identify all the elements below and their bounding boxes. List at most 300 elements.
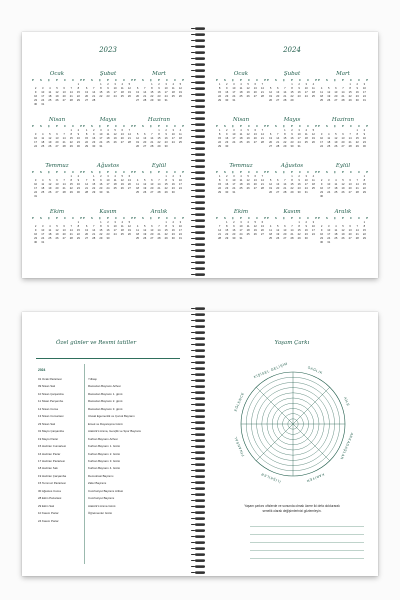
day-cell: 4 — [114, 175, 116, 178]
day-cell: 17 — [113, 229, 117, 233]
weekday-label: S — [39, 171, 42, 174]
weekday-label: Ç — [149, 79, 152, 82]
day-cell: 24 — [113, 233, 117, 237]
list-item: 15 Haziran Cumartesi — [38, 444, 66, 449]
day-cell: 4 — [136, 225, 139, 229]
day-cell: 26 — [127, 95, 131, 99]
day-cell: 4 — [247, 221, 249, 224]
day-cell: 13 — [62, 229, 66, 233]
day-cell: 11 — [120, 87, 124, 91]
day-cell: 8 — [291, 87, 293, 91]
day-cell: 2 — [107, 221, 109, 224]
weekday-label: P — [80, 79, 82, 82]
weekday-label: P — [80, 171, 82, 174]
day-cell: 18 — [178, 137, 182, 141]
day-cell: 9 — [107, 225, 109, 229]
wheel-label: KİŞİSEL GELİŞİM — [253, 361, 289, 380]
day-cell: 26 — [143, 237, 147, 241]
day-cell: 29 — [362, 191, 366, 195]
weekday-label: C — [63, 79, 66, 82]
list-item: 29 Ekim Salı — [38, 503, 55, 508]
day-cell: 15 — [99, 91, 103, 95]
weekday-label: C — [247, 171, 250, 174]
day-cell: 17 — [327, 233, 331, 237]
day-cell: 21 — [92, 233, 96, 237]
day-cell: 13 — [143, 137, 147, 141]
weekday-label: P — [315, 125, 317, 128]
day-cell: 19 — [341, 187, 345, 191]
day-cell: 5 — [114, 129, 116, 132]
day-cell: 6 — [128, 175, 131, 178]
month-name: Şubat — [283, 71, 301, 77]
list-item: 16 Haziran Pazar — [38, 451, 61, 456]
weekday-label: P — [131, 171, 133, 174]
month-name: Kasım — [99, 209, 117, 215]
day-cell: 21 — [127, 137, 131, 141]
weekday-label: C — [72, 171, 75, 174]
day-cell: 23 — [76, 141, 80, 145]
weekday-label: P — [267, 125, 269, 128]
day-cell: 2 — [225, 129, 228, 132]
day-grid — [216, 129, 266, 149]
month-name: Temmuz — [45, 163, 69, 169]
day-cell: 20 — [136, 95, 140, 99]
day-cell: 11 — [136, 183, 139, 187]
month-4 — [216, 116, 266, 149]
day-cell: 28 — [62, 191, 66, 195]
day-cell: 26 — [55, 237, 59, 241]
day-cell: 7 — [261, 83, 264, 86]
list-item: 01 Mayıs Çarşamba — [38, 429, 64, 434]
day-cell: 25 — [311, 95, 315, 99]
day-cell: 28 — [92, 99, 96, 103]
spiral-ring — [194, 272, 206, 278]
day-cell: 13 — [269, 137, 273, 141]
day-cell: 5 — [128, 221, 131, 224]
day-cell: 9 — [172, 179, 175, 183]
day-cell: 23 — [171, 187, 175, 191]
day-cell: 30 — [106, 237, 110, 241]
weekday-label: S — [223, 79, 226, 82]
weekday-label: C — [256, 125, 259, 128]
day-cell: 17 — [106, 183, 110, 187]
day-cell: 21 — [69, 233, 73, 237]
day-cell: 13 — [276, 91, 280, 95]
day-cell: 29 — [157, 145, 161, 149]
day-cell: 22 — [290, 187, 294, 191]
day-cell: 19 — [143, 233, 147, 237]
day-cell: 28 — [157, 191, 161, 195]
day-cell: 23 — [99, 187, 103, 191]
day-cell: 30 — [297, 191, 301, 195]
weekday-label: Ç — [231, 171, 234, 174]
list-item: Cumhuriyet Bayramı Arifesi — [88, 488, 124, 493]
special-days-year: 2024 — [38, 368, 46, 372]
day-cell: 25 — [171, 95, 175, 99]
weekday-label: Ç — [47, 171, 50, 174]
day-cell: 24 — [232, 141, 236, 145]
day-cell: 4 — [49, 87, 51, 91]
day-cell: 28 — [260, 95, 264, 99]
day-cell: 24 — [327, 237, 331, 241]
weekday-label: Ç — [47, 125, 50, 128]
list-item: Kurban Bayramı 1. Günü — [88, 444, 120, 449]
day-cell: 12 — [143, 183, 147, 187]
day-cell: 18 — [327, 141, 331, 145]
day-cell: 29 — [290, 191, 294, 195]
day-grid — [267, 175, 317, 195]
weekday-label: Ç — [149, 125, 152, 128]
day-cell: 8 — [158, 133, 160, 137]
month-3 — [318, 70, 368, 103]
weekday-label: S — [141, 125, 144, 128]
day-cell: 11 — [334, 229, 338, 233]
day-cell: 9 — [298, 87, 300, 91]
day-cell: 12 — [334, 137, 338, 141]
day-cell: 25 — [334, 191, 338, 195]
weekday-label: S — [223, 171, 226, 174]
caption-line-1: Yaşam çarkını ofislerde ve sonunda olmak üzere iki defa doldurarak — [244, 504, 340, 508]
list-item: Atatürk'ü Anma Günü — [88, 503, 116, 508]
day-cell: 27 — [260, 233, 264, 237]
weekday-label: C — [114, 171, 117, 174]
day-cell: 10 — [304, 179, 308, 183]
day-cell: 30 — [99, 191, 103, 195]
day-cell: 23 — [106, 233, 110, 237]
day-cell: 9 — [291, 133, 293, 137]
day-cell: 9 — [107, 87, 109, 91]
list-item: Ramazan Bayramı Arifesi — [88, 384, 121, 389]
day-cell: 20 — [150, 187, 154, 191]
month-name: Eylül — [151, 163, 167, 169]
day-cell: 2 — [34, 225, 37, 229]
day-cell: 9 — [77, 179, 80, 183]
weekday-label: P — [158, 79, 160, 82]
weekday-label: C — [349, 217, 352, 220]
day-cell: 9 — [172, 225, 175, 229]
month-12 — [134, 208, 184, 241]
day-cell: 8 — [100, 87, 102, 91]
month-3 — [134, 70, 184, 103]
day-cell: 21 — [260, 183, 264, 187]
day-cell: 10 — [232, 87, 236, 91]
day-cell: 19 — [246, 183, 250, 187]
weekday-label: P — [134, 125, 136, 128]
day-cell: 24 — [232, 95, 236, 99]
day-cell: 27 — [85, 99, 89, 103]
weekday-label: C — [72, 125, 75, 128]
day-cell: 1 — [291, 83, 293, 86]
day-cell: 14 — [276, 137, 280, 141]
day-cell: 15 — [290, 91, 294, 95]
day-cell: 24 — [164, 95, 168, 99]
month-5 — [83, 116, 133, 149]
day-cell: 18 — [113, 183, 117, 187]
weekday-label: S — [141, 79, 144, 82]
day-cell: 13 — [348, 183, 352, 187]
day-cell: 11 — [41, 183, 45, 187]
day-cell: 6 — [342, 133, 344, 137]
day-cell: 26 — [178, 95, 182, 99]
day-cell: 14 — [157, 183, 161, 187]
day-cell: 10 — [239, 225, 243, 229]
day-cell: 1 — [100, 83, 102, 86]
day-cell: 1 — [291, 175, 293, 178]
month-name: Ocak — [49, 71, 65, 77]
weekday-label: S — [39, 79, 42, 82]
life-wheel-chart — [228, 346, 358, 496]
day-cell: 30 — [232, 237, 236, 241]
weekday-label: P — [158, 217, 160, 220]
day-cell: 19 — [276, 233, 280, 237]
day-cell: 6 — [254, 175, 257, 178]
day-cell: 16 — [106, 91, 110, 95]
day-cell: 6 — [63, 225, 65, 229]
day-cell: 18 — [311, 183, 315, 187]
wheel-label: SAĞLIK — [307, 365, 324, 376]
day-cell: 20 — [334, 95, 338, 99]
day-cell: 15 — [164, 183, 168, 187]
day-cell: 7 — [276, 133, 279, 137]
day-cell: 3 — [165, 83, 167, 86]
day-cell: 6 — [121, 129, 124, 132]
month-8 — [267, 162, 317, 195]
day-cell: 16 — [225, 91, 229, 95]
list-item: 11 Nisan Perşembe — [38, 399, 64, 404]
day-cell: 12 — [276, 229, 280, 233]
day-cell: 18 — [311, 91, 315, 95]
list-item: Ulusal Egemenlik ve Çocuk Bayramı — [88, 414, 135, 419]
day-cell: 9 — [233, 225, 235, 229]
day-cell: 3 — [298, 129, 300, 132]
day-cell: 27 — [341, 145, 345, 149]
day-cell: 18 — [334, 187, 338, 191]
day-cell: 19 — [246, 137, 250, 141]
weekday-label: C — [114, 217, 117, 220]
day-cell: 23 — [320, 191, 324, 195]
day-cell: 1 — [70, 129, 73, 132]
day-cell: 23 — [297, 187, 301, 191]
day-cell: 2 — [320, 179, 323, 183]
month-name: Temmuz — [229, 163, 253, 169]
day-cell: 16 — [290, 137, 294, 141]
day-cell: 18 — [239, 91, 243, 95]
day-cell: 15 — [290, 183, 294, 187]
day-cell: 7 — [63, 179, 65, 183]
weekday-label: C — [349, 171, 352, 174]
day-cell: 28 — [341, 99, 345, 103]
day-cell: 4 — [240, 175, 242, 178]
day-cell: 9 — [100, 179, 102, 183]
day-cell: 20 — [348, 187, 352, 191]
day-cell: 29 — [164, 237, 168, 241]
day-cell: 11 — [171, 87, 175, 91]
day-cell: 19 — [178, 91, 182, 95]
day-cell: 15 — [92, 183, 96, 187]
day-cell: 13 — [253, 179, 257, 183]
day-cell: 30 — [320, 195, 324, 199]
column-divider — [84, 364, 85, 564]
calendar-spread — [22, 32, 378, 278]
day-cell: 26 — [127, 233, 131, 237]
day-cell: 6 — [276, 87, 279, 91]
weekday-label: S — [223, 217, 226, 220]
day-cell: 3 — [327, 179, 330, 183]
weekday-label: P — [134, 171, 136, 174]
day-cell: 20 — [143, 141, 147, 145]
weekday-label: P — [267, 171, 269, 174]
day-cell: 27 — [276, 191, 280, 195]
day-cell: 17 — [232, 183, 236, 187]
day-cell: 5 — [128, 83, 131, 86]
day-cell: 25 — [136, 191, 140, 195]
day-cell: 21 — [283, 95, 287, 99]
day-cell: 18 — [120, 91, 124, 95]
day-cell: 1 — [100, 221, 102, 224]
day-cell: 16 — [164, 137, 168, 141]
day-cell: 7 — [291, 225, 293, 229]
weekday-label: P — [264, 125, 266, 128]
weekday-label: P — [83, 125, 85, 128]
month-8 — [83, 162, 133, 195]
day-cell: 6 — [261, 221, 264, 224]
day-cell: 29 — [218, 145, 222, 149]
day-cell: 24 — [297, 141, 301, 145]
day-cell: 7 — [261, 129, 264, 132]
day-cell: 24 — [311, 233, 315, 237]
day-cell: 15 — [69, 137, 73, 141]
day-cell: 5 — [121, 175, 124, 178]
day-cell: 24 — [171, 141, 175, 145]
day-cell: 26 — [113, 141, 117, 145]
weekday-label: P — [240, 79, 242, 82]
day-cell: 24 — [304, 187, 308, 191]
day-grid — [267, 221, 317, 241]
weekday-label: Ç — [149, 171, 152, 174]
month-4 — [32, 116, 82, 149]
day-cell: 20 — [276, 187, 280, 191]
day-cell: 24 — [41, 237, 45, 241]
day-cell: 19 — [269, 187, 273, 191]
weekday-label: Ç — [333, 171, 336, 174]
weekday-label: S — [325, 79, 328, 82]
day-cell: 24 — [327, 191, 331, 195]
month-name: Ocak — [233, 71, 249, 77]
day-grid — [83, 83, 133, 103]
day-cell: 11 — [106, 133, 110, 137]
day-cell: 8 — [100, 225, 102, 229]
weekday-label: P — [264, 79, 266, 82]
weekday-label: P — [291, 217, 293, 220]
day-cell: 11 — [120, 225, 124, 229]
day-cell: 23 — [34, 99, 38, 103]
day-cell: 25 — [311, 187, 315, 191]
day-cell: 30 — [157, 99, 161, 103]
day-cell: 9 — [320, 183, 323, 187]
day-cell: 23 — [362, 141, 366, 145]
day-cell: 5 — [179, 83, 182, 86]
day-cell: 22 — [218, 95, 222, 99]
day-cell: 22 — [164, 187, 168, 191]
day-cell: 30 — [320, 241, 324, 245]
day-cell: 22 — [218, 187, 222, 191]
day-cell: 25 — [320, 99, 324, 103]
day-cell: 2 — [320, 225, 323, 229]
day-cell: 8 — [77, 87, 80, 91]
day-cell: 14 — [260, 179, 264, 183]
weekday-label: S — [39, 217, 42, 220]
day-cell: 30 — [355, 99, 359, 103]
day-cell: 25 — [120, 233, 124, 237]
weekday-label: Ç — [282, 125, 285, 128]
weekday-label: S — [274, 125, 277, 128]
list-item: 10 Kasım Pazar — [38, 511, 59, 516]
month-name: Nisan — [48, 117, 66, 123]
day-cell: 14 — [260, 87, 264, 91]
weekday-label: P — [131, 217, 133, 220]
month-name: Haziran — [147, 117, 171, 123]
day-cell: 29 — [164, 191, 168, 195]
day-cell: 14 — [283, 183, 287, 187]
year-heading-2023: 2023 — [99, 46, 117, 54]
day-cell: 26 — [246, 141, 250, 145]
month-7 — [32, 162, 82, 200]
day-cell: 10 — [178, 225, 182, 229]
day-cell: 23 — [225, 95, 229, 99]
day-cell: 14 — [150, 137, 154, 141]
day-cell: 2 — [77, 175, 80, 178]
weekday-label: P — [267, 79, 269, 82]
special-days-page — [22, 312, 194, 576]
day-cell: 19 — [136, 141, 140, 145]
day-cell: 5 — [247, 83, 249, 86]
day-cell: 5 — [269, 87, 272, 91]
spiral-binding — [194, 26, 206, 278]
day-cell: 8 — [165, 179, 167, 183]
day-cell: 5 — [327, 87, 330, 91]
day-cell: 4 — [41, 133, 44, 137]
list-item: Emek ve Dayanışma Günü — [88, 421, 123, 426]
day-cell: 23 — [320, 237, 324, 241]
day-cell: 29 — [69, 191, 73, 195]
day-cell: 31 — [239, 237, 243, 241]
day-cell: 12 — [136, 137, 140, 141]
weekday-label: P — [107, 125, 109, 128]
day-cell: 11 — [113, 179, 117, 183]
day-cell: 3 — [363, 83, 366, 86]
day-cell: 19 — [48, 141, 52, 145]
day-cell: 21 — [260, 91, 264, 95]
weekday-label: S — [90, 79, 93, 82]
day-cell: 24 — [34, 145, 38, 149]
spiral-binding — [194, 306, 206, 576]
day-cell: 14 — [143, 91, 147, 95]
weekday-label: P — [240, 125, 242, 128]
month-7 — [216, 162, 266, 195]
day-cell: 2 — [34, 87, 37, 91]
day-cell: 18 — [334, 233, 338, 237]
day-cell: 18 — [106, 137, 110, 141]
day-cell: 9 — [34, 91, 37, 95]
day-cell: 14 — [290, 229, 294, 233]
day-cell: 24 — [106, 187, 110, 191]
day-cell: 1 — [85, 129, 88, 132]
weekday-label: C — [174, 125, 177, 128]
day-cell: 29 — [92, 191, 96, 195]
day-cell: 10 — [41, 91, 45, 95]
weekday-label: C — [358, 217, 361, 220]
list-item: Kurban Bayramı 4. Günü — [88, 466, 120, 471]
